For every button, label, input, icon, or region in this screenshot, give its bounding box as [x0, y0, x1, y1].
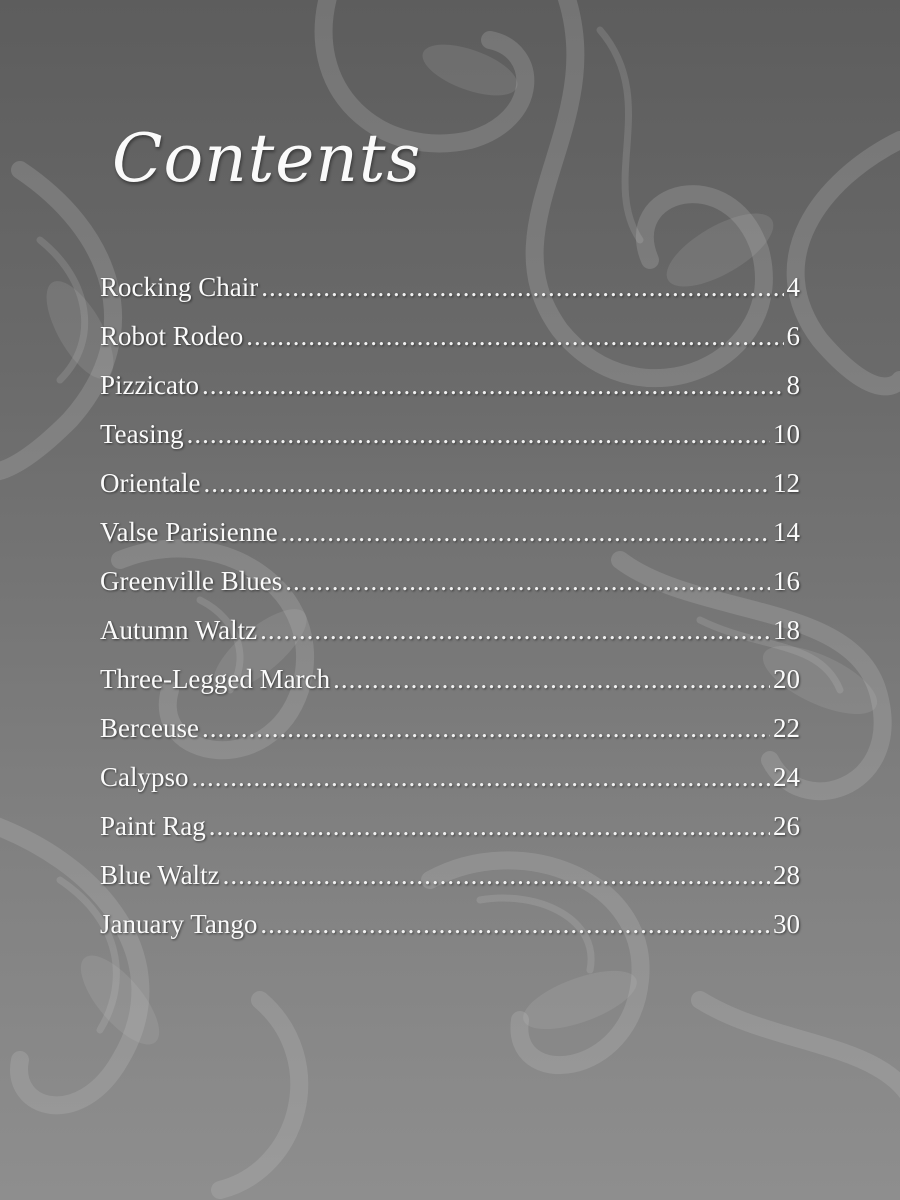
toc-entry[interactable]	[100, 419, 800, 468]
toc-entry-title: Rocking Chair	[100, 272, 259, 302]
toc-dot-leader	[281, 517, 770, 548]
toc-entry-page: 14	[773, 517, 800, 547]
toc-entry[interactable]	[100, 811, 800, 860]
toc-entry-page: 16	[773, 566, 800, 596]
toc-dot-leader	[285, 566, 770, 597]
toc-entry-page: 6	[786, 321, 800, 351]
toc-entry-title: January Tango	[100, 909, 258, 939]
toc-entry-page: 18	[773, 615, 800, 645]
table-of-contents	[100, 272, 800, 958]
toc-entry-page: 22	[773, 713, 800, 743]
toc-dot-leader	[192, 762, 770, 793]
toc-entry[interactable]	[100, 321, 800, 370]
toc-entry-title: Valse Parisienne	[100, 517, 278, 547]
toc-dot-leader	[203, 468, 770, 499]
toc-dot-leader	[202, 370, 784, 401]
toc-dot-leader	[223, 860, 770, 891]
toc-entry-page: 26	[773, 811, 800, 841]
toc-dot-leader	[260, 615, 770, 646]
toc-entry-page: 8	[786, 370, 800, 400]
toc-entry-title: Three-Legged March	[100, 664, 331, 694]
toc-entry-title: Berceuse	[100, 713, 199, 743]
toc-dot-leader	[209, 811, 770, 842]
toc-entry[interactable]	[100, 468, 800, 517]
toc-entry[interactable]	[100, 272, 800, 321]
toc-entry-title: Orientale	[100, 468, 201, 498]
toc-dot-leader	[333, 664, 770, 695]
toc-entry-page: 12	[773, 468, 800, 498]
toc-entry[interactable]	[100, 860, 800, 909]
toc-entry-page: 28	[773, 860, 800, 890]
toc-dot-leader	[202, 713, 770, 744]
toc-entry[interactable]	[100, 664, 800, 713]
toc-entry-title: Calypso	[100, 762, 189, 792]
toc-entry-title: Teasing	[100, 419, 184, 449]
toc-dot-leader	[187, 419, 770, 450]
toc-entry[interactable]	[100, 517, 800, 566]
toc-entry[interactable]	[100, 566, 800, 615]
toc-dot-leader	[260, 909, 770, 940]
toc-entry-title: Robot Rodeo	[100, 321, 244, 351]
toc-entry-title: Autumn Waltz	[100, 615, 258, 645]
toc-entry[interactable]	[100, 615, 800, 664]
toc-entry-page: 4	[786, 272, 800, 302]
toc-entry-page: 10	[773, 419, 800, 449]
toc-entry-page: 20	[773, 664, 800, 694]
toc-entry[interactable]	[100, 909, 800, 958]
toc-entry[interactable]	[100, 762, 800, 811]
toc-dot-leader	[246, 321, 783, 352]
toc-entry-title: Greenville Blues	[100, 566, 283, 596]
toc-entry-page: 30	[773, 909, 800, 939]
toc-entry-title: Pizzicato	[100, 370, 199, 400]
toc-entry-title: Paint Rag	[100, 811, 206, 841]
toc-entry[interactable]	[100, 370, 800, 419]
toc-entry[interactable]	[100, 713, 800, 762]
toc-entry-title: Blue Waltz	[100, 860, 220, 890]
toc-dot-leader	[261, 272, 783, 303]
toc-entry-page: 24	[773, 762, 800, 792]
page-title: Contents	[112, 120, 422, 197]
